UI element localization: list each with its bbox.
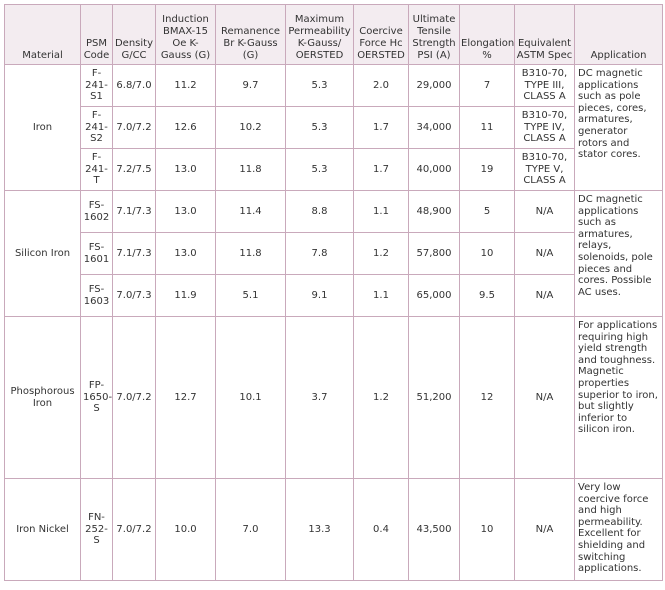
header-remanence: Remanence Br K-Gauss (G) [216,5,286,65]
psm-code-cell: F-241-S1 [81,65,113,107]
permeability-cell: 8.8 [286,191,354,233]
psm-code-cell: FS-1601 [81,233,113,275]
table-row [5,65,663,107]
elongation-cell: 10 [460,233,515,275]
remanence-cell: 7.0 [216,479,286,581]
tensile-strength-cell: 57,800 [409,233,460,275]
permeability-cell: 3.7 [286,317,354,479]
density-cell: 7.1/7.3 [113,191,156,233]
tensile-strength-cell: 40,000 [409,149,460,191]
material-properties-table [4,4,663,581]
density-cell: 7.0/7.2 [113,107,156,149]
header-tensile-strength: Ultimate Tensile Strength PSI (A) [409,5,460,65]
density-cell: 6.8/7.0 [113,65,156,107]
coercive-force-cell: 1.1 [354,275,409,317]
elongation-cell: 10 [460,479,515,581]
induction-cell: 11.9 [156,275,216,317]
psm-code-cell: F-241-S2 [81,107,113,149]
coercive-force-cell: 1.7 [354,107,409,149]
elongation-cell: 19 [460,149,515,191]
tensile-strength-cell: 43,500 [409,479,460,581]
header-astm-spec: Equivalent ASTM Spec [515,5,575,65]
psm-code-cell: FS-1602 [81,191,113,233]
tensile-strength-cell: 34,000 [409,107,460,149]
psm-code-cell: FP-1650-S [81,317,113,479]
header-row [5,5,663,65]
tensile-strength-cell: 48,900 [409,191,460,233]
remanence-cell: 11.8 [216,149,286,191]
table-row [5,317,663,479]
coercive-force-cell: 2.0 [354,65,409,107]
psm-code-cell: FN-252-S [81,479,113,581]
tensile-strength-cell: 65,000 [409,275,460,317]
induction-cell: 13.0 [156,191,216,233]
table-row [5,479,663,581]
header-material: Material [5,5,81,65]
induction-cell: 13.0 [156,233,216,275]
astm-spec-cell: B310-70, TYPE IV, CLASS A [515,107,575,149]
table-row [5,275,663,317]
psm-code-cell: FS-1603 [81,275,113,317]
material-cell: Silicon Iron [5,191,81,317]
induction-cell: 13.0 [156,149,216,191]
table-row [5,107,663,149]
header-coercive-force: Coercive Force Hc OERSTED [354,5,409,65]
elongation-cell: 7 [460,65,515,107]
remanence-cell: 10.2 [216,107,286,149]
astm-spec-cell: N/A [515,233,575,275]
elongation-cell: 9.5 [460,275,515,317]
application-cell: DC magnetic applications such as pole pieces, cores, armatures, generator rotors and stator cores. [575,65,663,191]
header-elongation: Elongation % [460,5,515,65]
density-cell: 7.0/7.2 [113,479,156,581]
header-application: Application [575,5,663,65]
tensile-strength-cell: 29,000 [409,65,460,107]
remanence-cell: 9.7 [216,65,286,107]
astm-spec-cell: B310-70, TYPE III, CLASS A [515,65,575,107]
table-row [5,191,663,233]
permeability-cell: 13.3 [286,479,354,581]
coercive-force-cell: 1.1 [354,191,409,233]
tensile-strength-cell: 51,200 [409,317,460,479]
permeability-cell: 7.8 [286,233,354,275]
induction-cell: 12.6 [156,107,216,149]
permeability-cell: 9.1 [286,275,354,317]
density-cell: 7.2/7.5 [113,149,156,191]
material-cell: Iron [5,65,81,191]
psm-code-cell: F-241-T [81,149,113,191]
astm-spec-cell: N/A [515,317,575,479]
application-cell: For applications requiring high yield strength and toughness. Magnetic properties superior to iron, but slightly inferior to silicon iron. [575,317,663,479]
table-row [5,233,663,275]
coercive-force-cell: 1.2 [354,317,409,479]
coercive-force-cell: 0.4 [354,479,409,581]
remanence-cell: 11.8 [216,233,286,275]
permeability-cell: 5.3 [286,149,354,191]
density-cell: 7.0/7.3 [113,275,156,317]
elongation-cell: 11 [460,107,515,149]
header-density: Density G/CC [113,5,156,65]
induction-cell: 10.0 [156,479,216,581]
astm-spec-cell: N/A [515,479,575,581]
astm-spec-cell: N/A [515,275,575,317]
elongation-cell: 5 [460,191,515,233]
remanence-cell: 10.1 [216,317,286,479]
material-cell: Iron Nickel [5,479,81,581]
density-cell: 7.0/7.2 [113,317,156,479]
header-permeability: Maximum Permeability K-Gauss/ OERSTED [286,5,354,65]
material-cell: Phosphorous Iron [5,317,81,479]
header-induction: Induction BMAX-15 Oe K-Gauss (G) [156,5,216,65]
application-cell: Very low coercive force and high permeability. Excellent for shielding and switching applications. [575,479,663,581]
permeability-cell: 5.3 [286,107,354,149]
astm-spec-cell: B310-70, TYPE V, CLASS A [515,149,575,191]
induction-cell: 11.2 [156,65,216,107]
astm-spec-cell: N/A [515,191,575,233]
coercive-force-cell: 1.7 [354,149,409,191]
coercive-force-cell: 1.2 [354,233,409,275]
induction-cell: 12.7 [156,317,216,479]
table-row [5,149,663,191]
permeability-cell: 5.3 [286,65,354,107]
elongation-cell: 12 [460,317,515,479]
density-cell: 7.1/7.3 [113,233,156,275]
application-cell: DC magnetic applications such as armatures, relays, solenoids, pole pieces and cores. Possible AC uses. [575,191,663,317]
header-psm-code: PSM Code [81,5,113,65]
remanence-cell: 11.4 [216,191,286,233]
remanence-cell: 5.1 [216,275,286,317]
